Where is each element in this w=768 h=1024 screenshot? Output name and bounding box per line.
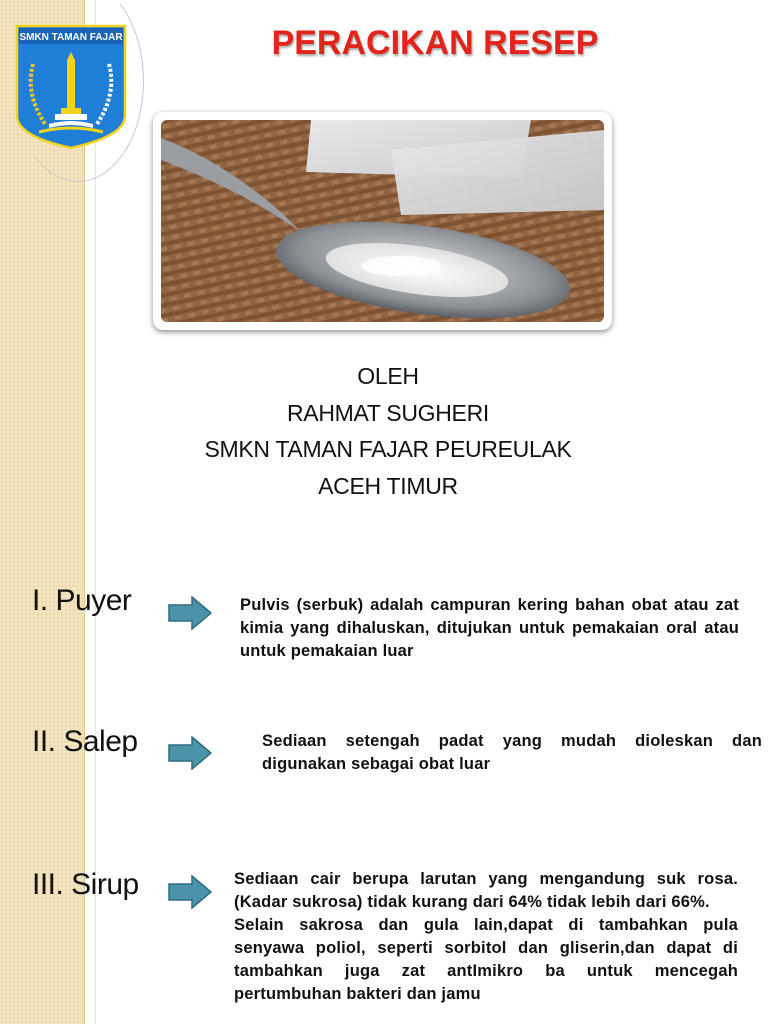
author-name: RAHMAT SUGHERI xyxy=(287,399,489,426)
page-title: PERACIKAN RESEP xyxy=(271,24,599,62)
section-label-sirup: III. Sirup xyxy=(32,868,139,901)
description-sirup-paragraph-1: Sediaan cair berupa larutan yang mengandung suk rosa.(Kadar sukrosa) tidak kurang dari 64% tidak lebih dari 66%. xyxy=(234,870,738,911)
school-emblem-icon xyxy=(15,24,127,150)
spoon-powder-image xyxy=(161,120,604,322)
author-school: SMKN TAMAN FAJAR PEUREULAK xyxy=(204,436,572,462)
description-sirup-paragraph-2: Selain sakrosa dan gula lain,dapat di tambahkan pula senyawa poliol, seperti sorbitol dan gliserin,dan dapat di tambahkan juga zat antImikro ba untuk mencegah pertumbuhan bakteri dan jamu xyxy=(234,916,738,1003)
author-block xyxy=(130,358,646,504)
section-label-puyer: I. Puyer xyxy=(32,584,132,617)
right-arrow-icon xyxy=(168,596,212,630)
author-region: ACEH TIMUR xyxy=(318,472,458,499)
logo-text: SMKN TAMAN FAJAR xyxy=(19,32,123,43)
photo-frame xyxy=(153,112,612,330)
author-line-oleh: OLEH xyxy=(357,363,419,389)
right-arrow-icon xyxy=(168,875,212,909)
section-label-salep: II. Salep xyxy=(32,725,138,758)
right-arrow-icon xyxy=(168,736,212,770)
description-sirup xyxy=(234,868,738,1006)
description-puyer: Pulvis (serbuk) adalah campuran kering bahan obat atau zat kimia yang dihaluskan, ditujukan untuk pemakaian oral atau untuk pemakaian luar xyxy=(240,596,739,660)
description-salep: Sediaan setengah padat yang mudah dioleskan dan digunakan sebagai obat luar xyxy=(262,732,762,773)
